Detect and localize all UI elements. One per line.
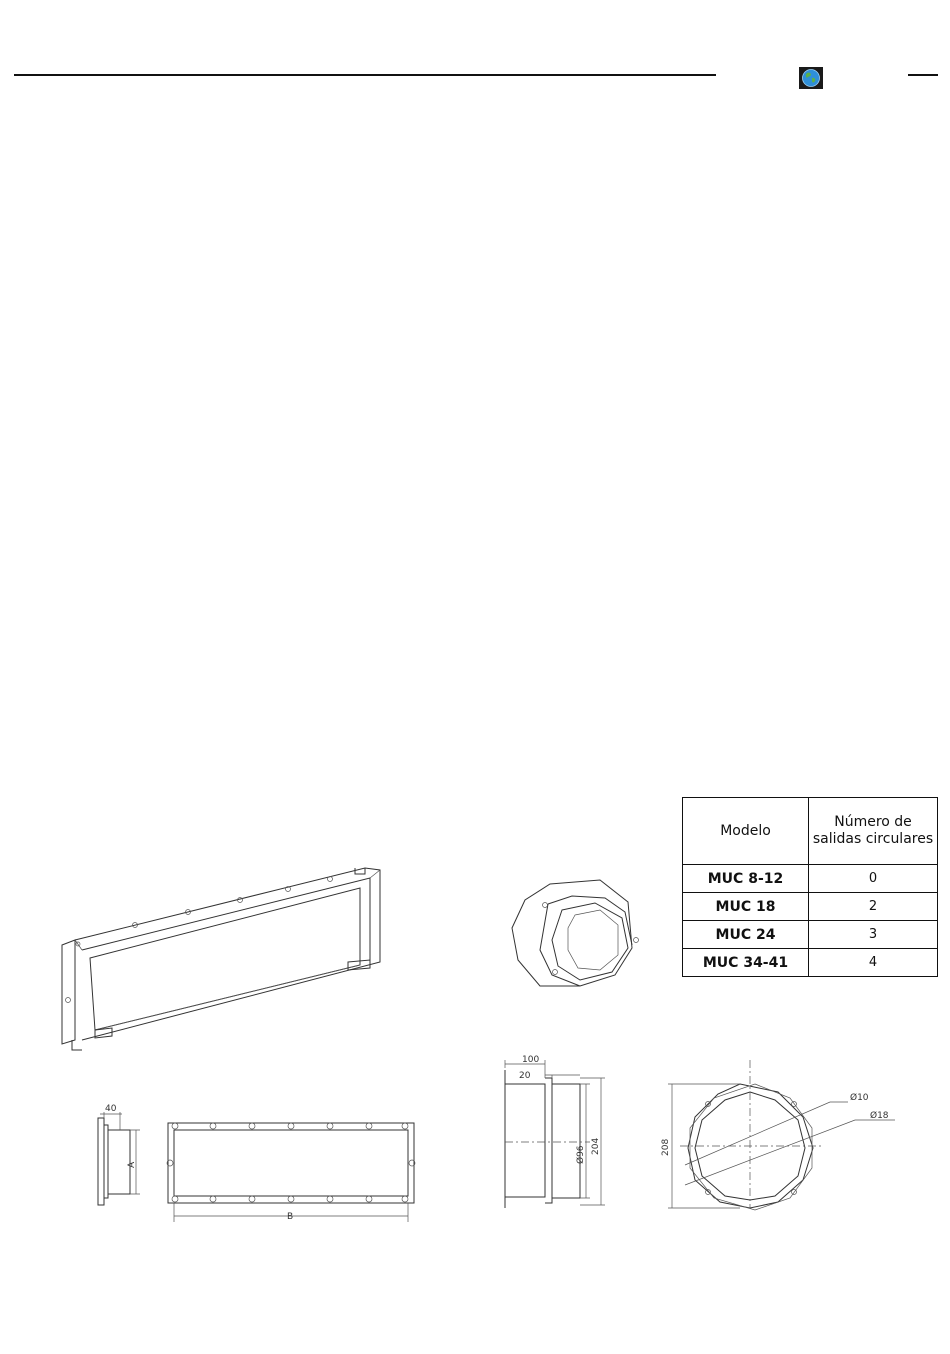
model-cell: MUC 24 [683,921,809,949]
dimension-collar-flange: 20 [519,1071,531,1081]
dimension-collar-length: 100 [522,1055,540,1065]
dimension-front-outer: 208 [661,1138,671,1156]
column-header-model: Modelo [683,798,809,865]
outlets-cell: 0 [809,865,938,893]
column-header-outlets: Número de salidas circulares [809,798,938,865]
outlets-cell: 3 [809,921,938,949]
dimension-width-label: B [287,1212,294,1222]
model-cell: MUC 8-12 [683,865,809,893]
outlets-cell: 4 [809,949,938,977]
model-cell: MUC 18 [683,893,809,921]
dimension-side-width: 40 [105,1104,117,1114]
dimension-collar-height: 204 [591,1137,601,1155]
dimension-hole-small: Ø10 [850,1093,869,1103]
dimension-height-label: A [127,1161,137,1168]
outlets-cell: 2 [809,893,938,921]
model-cell: MUC 34-41 [683,949,809,977]
dimension-hole-large: Ø18 [870,1111,889,1121]
dimension-collar-diameter: Ø96 [576,1145,586,1164]
